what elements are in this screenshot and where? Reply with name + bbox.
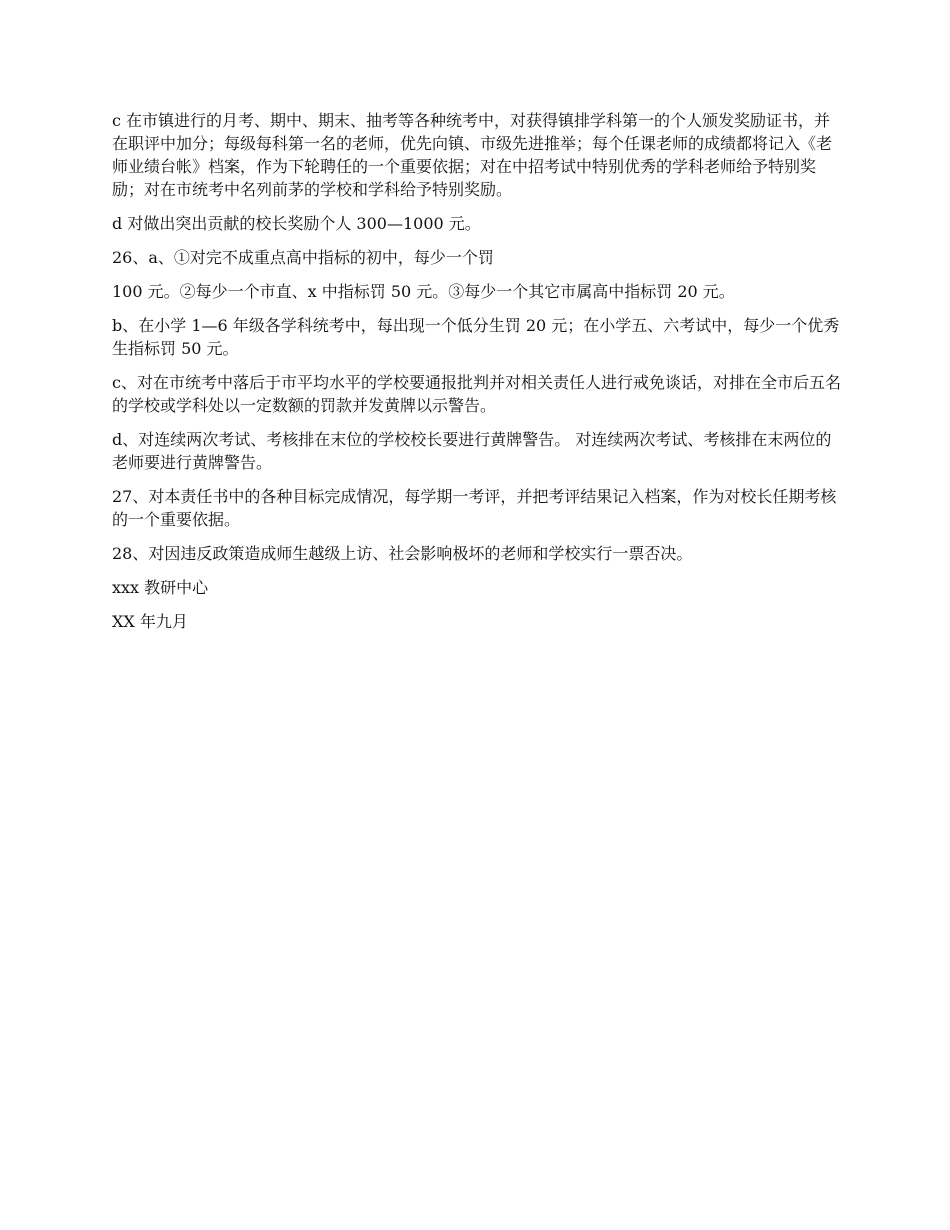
paragraph-26d: d、对连续两次考试、考核排在末位的学校校长要进行黄牌警告。 对连续两次考试、考核排在末两位的老师要进行黄牌警告。 bbox=[112, 430, 832, 472]
paragraph-26a-continued: 100 元。②每少一个市直、x 中指标罚 50 元。③每少一个其它市属高中指标罚 20 元。 bbox=[112, 282, 735, 301]
paragraph-26a: 26、a、①对完不成重点高中指标的初中，每少一个罚 bbox=[112, 248, 494, 267]
signature-organization: xxx 教研中心 bbox=[112, 578, 209, 597]
paragraph-26b: b、在小学 1—6 年级各学科统考中，每出现一个低分生罚 20 元；在小学五、六考试中，每少一个优秀生指标罚 50 元。 bbox=[112, 316, 840, 358]
paragraph-27: 27、对本责任书中的各种目标完成情况，每学期一考评，并把考评结果记入档案，作为对校长任期考核的一个重要依据。 bbox=[112, 487, 837, 529]
document-body bbox=[112, 109, 842, 644]
paragraph-c-rewards: c 在市镇进行的月考、期中、期末、抽考等各种统考中，对获得镇排学科第一的个人颁发奖励证书，并在职评中加分；每级每科第一名的老师，优先向镇、市级先进推举；每个任课老师的成绩都将记入《老师业绩台帐》档案，作为下轮聘任的一个重要依据；对在中招考试中特别优秀的学科老师给予特别奖励；对在市统考中名列前茅的学校和学科给予特别奖励。 bbox=[112, 111, 833, 199]
paragraph-26c: c、对在市统考中落后于市平均水平的学校要通报批判并对相关责任人进行戒免谈话，对排在全市后五名的学校或学科处以一定数额的罚款并发黄牌以示警告。 bbox=[112, 373, 841, 415]
paragraph-28: 28、对因违反政策造成师生越级上访、社会影响极坏的老师和学校实行一票否决。 bbox=[112, 544, 693, 563]
paragraph-d-principal-reward: d 对做出突出贡献的校长奖励个人 300—1000 元。 bbox=[112, 214, 481, 233]
signature-date: XX 年九月 bbox=[112, 612, 188, 631]
